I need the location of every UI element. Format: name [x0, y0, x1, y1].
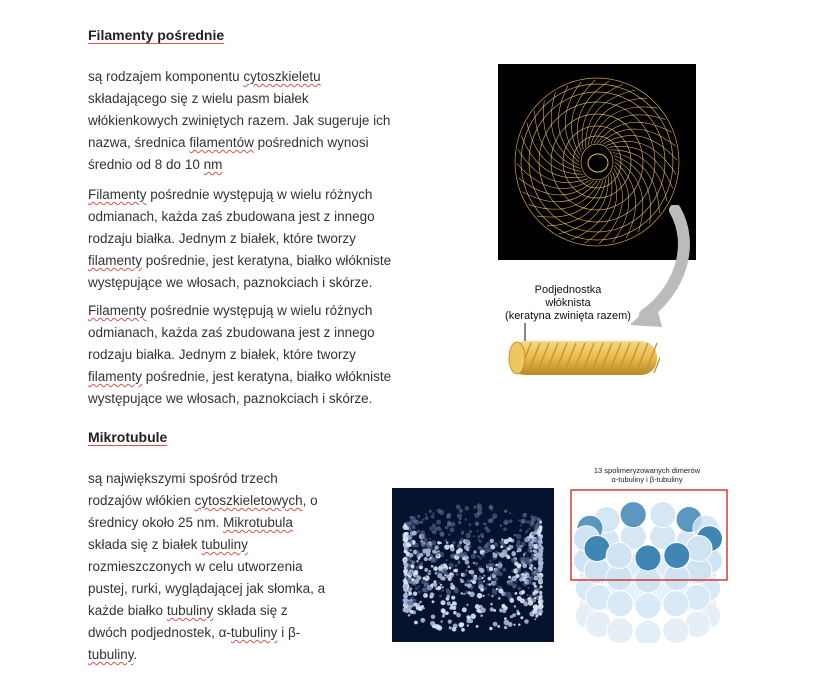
text-line: składającego się z wielu pasm białek	[88, 91, 309, 106]
text-line: są największymi spośród trzech	[88, 471, 278, 486]
text-line: filamenty pośrednie, jest keratyna, białko włókniste	[88, 369, 392, 384]
text-line: nazwa, średnica filamentów pośrednich wynosi	[88, 135, 369, 150]
text-line: Filamenty pośrednie występują w wielu różnych	[88, 187, 373, 202]
filament-label-line-1: Podjednostka	[534, 284, 602, 296]
spellcheck-term: nm	[203, 157, 223, 172]
spellcheck-term: filamenty	[88, 369, 143, 384]
text-line: średnicy około 25 nm. Mikrotubula	[88, 515, 293, 530]
text-line: są rodzajem komponentu cytoszkieletu	[88, 69, 321, 84]
paragraph-mikrotubule	[88, 468, 378, 666]
spellcheck-term: tubuliny	[88, 647, 134, 662]
text-line: odmianach, każda zaś zbudowana jest z innego	[88, 325, 375, 340]
spellcheck-term: Filamenty	[88, 303, 147, 318]
tubulin-label-line-1: 13 spolimeryzowanych dimerów	[593, 466, 701, 475]
microtubule-3d-image	[392, 488, 554, 642]
spellcheck-term: Filamenty	[88, 187, 147, 202]
text-line: rodzaju białka. Jednym z białek, które tworzy	[88, 231, 356, 246]
text-line: średnio od 8 do 10 nm	[88, 157, 223, 172]
keratyna-filament-illustration	[505, 323, 660, 379]
text-line: występujące we włosach, paznokciach i skórze.	[88, 391, 373, 406]
spellcheck-term: Mikrotubula	[223, 515, 293, 530]
text-line: rodzajów włókien cytoszkieletowych, o	[88, 493, 318, 508]
filament-label-line-3: (keratyna zwinięta razem)	[505, 310, 631, 322]
spellcheck-term: tubuliny	[201, 537, 248, 552]
paragraph-filamenty-2	[88, 184, 428, 294]
text-line: filamenty pośrednie, jest keratyna, białko włókniste	[88, 253, 392, 268]
text-line: rozmieszczonych w celu utworzenia	[88, 559, 303, 574]
heading-filamenty: Filamenty pośrednie	[88, 27, 225, 43]
tubulin-ring-diagram	[568, 488, 730, 643]
text-line: każde białko tubuliny składa się z	[88, 603, 288, 618]
spellcheck-term: filamenty	[88, 253, 143, 268]
tubulin-dimer-label	[572, 466, 722, 484]
text-line: odmianach, każda zaś zbudowana jest z innego	[88, 209, 375, 224]
text-line: tubuliny.	[88, 647, 138, 662]
heading-mikrotubule: Mikrotubule	[88, 429, 168, 445]
tubulin-label-line-2: α-tubuliny i β-tubuliny	[611, 475, 683, 484]
text-line: Filamenty pośrednie występują w wielu różnych	[88, 303, 373, 318]
spellcheck-term: tubuliny	[230, 625, 278, 640]
spellcheck-term: cytoszkieletowych	[194, 493, 303, 508]
filament-subunit-label	[488, 284, 648, 323]
text-line: włókienkowych zwiniętych razem. Jak sugeruje ich	[88, 113, 391, 128]
text-line: składa się z białek tubuliny	[88, 537, 248, 552]
spellcheck-term: tubuliny	[166, 603, 214, 618]
filament-label-line-2: włóknista	[545, 297, 591, 309]
text-line: występujące we włosach, paznokciach i skórze.	[88, 275, 373, 290]
paragraph-filamenty-1	[88, 66, 428, 176]
text-line: pustej, rurki, wyglądającej jak słomka, a	[88, 581, 326, 596]
spellcheck-term: filamentów	[189, 135, 254, 150]
paragraph-filamenty-3	[88, 300, 428, 410]
spellcheck-term: cytoszkieletu	[243, 69, 321, 84]
text-line: rodzaju białka. Jednym z białek, które tworzy	[88, 347, 356, 362]
text-line: dwóch podjednostek, α-tubuliny i β-	[88, 625, 301, 640]
